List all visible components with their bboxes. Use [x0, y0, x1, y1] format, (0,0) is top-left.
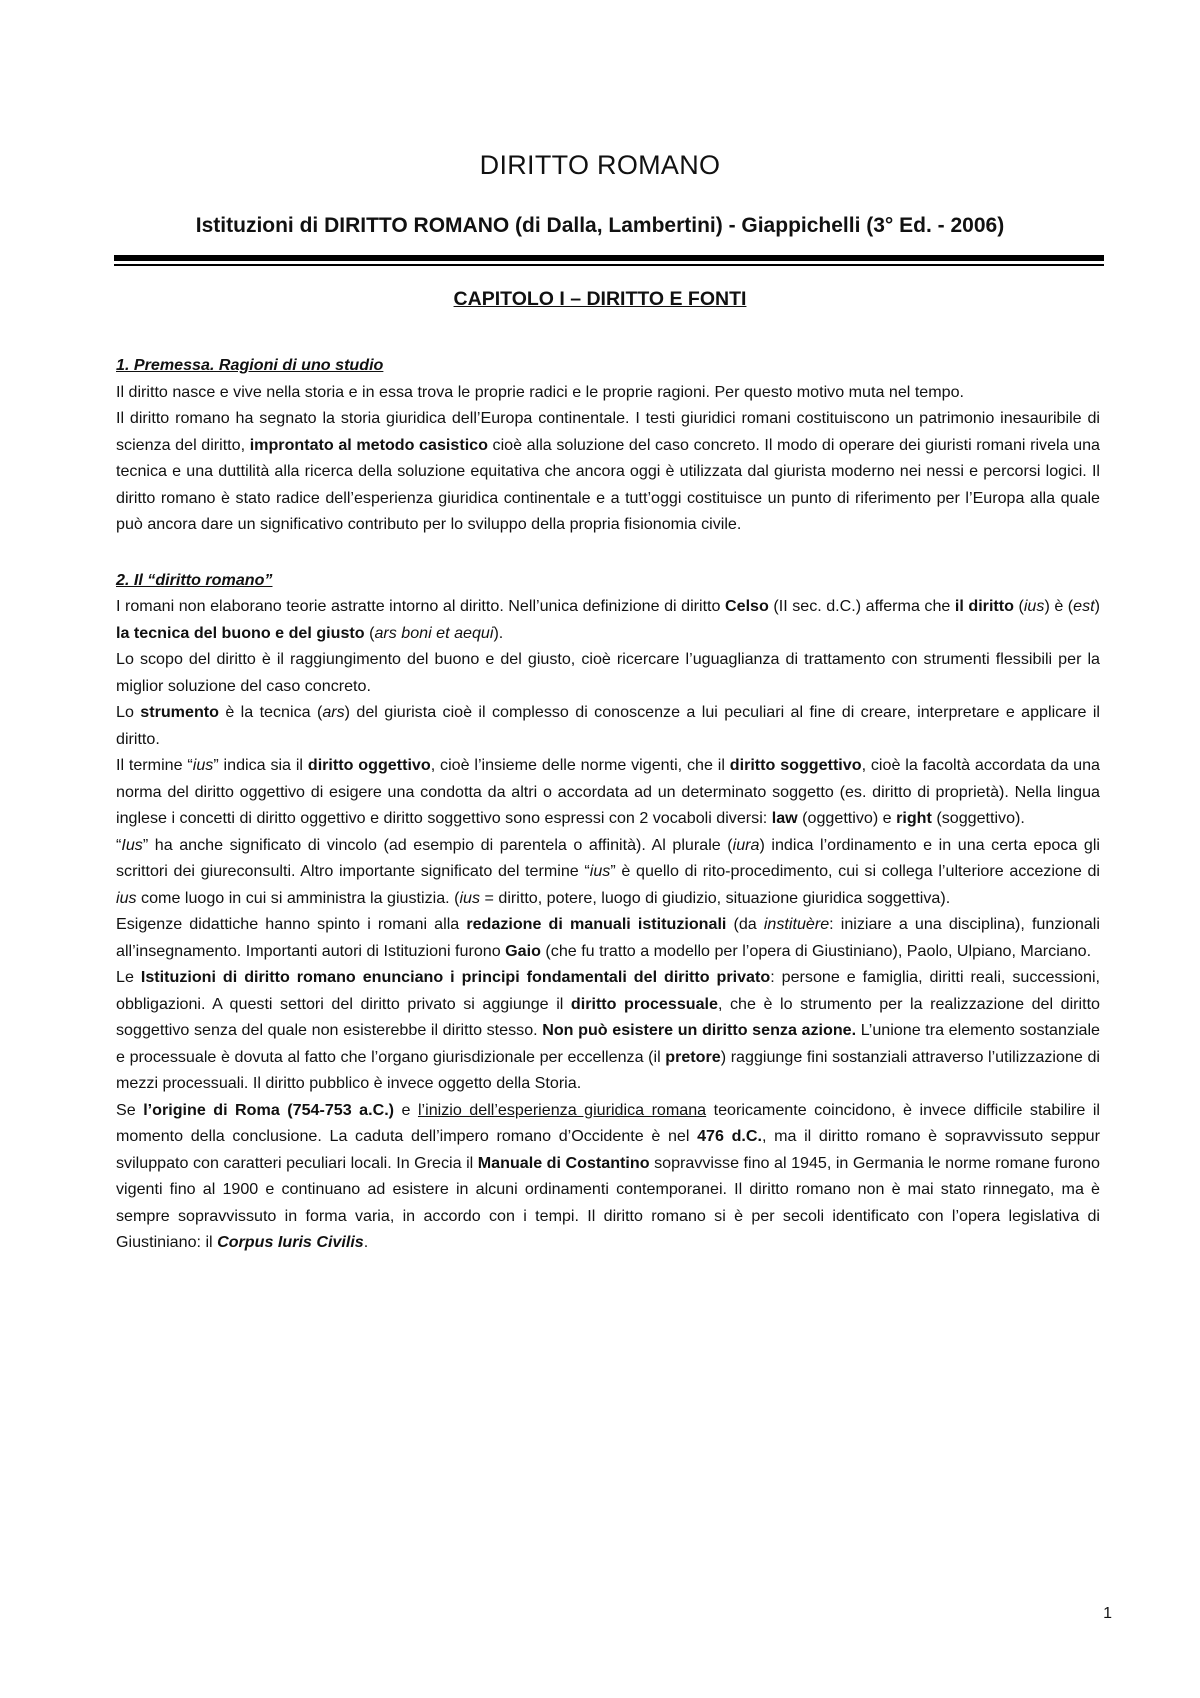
text-run: I romani non elaborano teorie astratte intorno al diritto. Nell’unica definizione di diritto: [116, 597, 726, 615]
bold-run: l’origine di Roma (754-753 a.C.): [143, 1100, 395, 1119]
text-run: (: [1013, 597, 1024, 615]
italic-run: ius: [1023, 597, 1045, 615]
bold-run: redazione di manuali istituzionali: [466, 915, 727, 933]
text-run: (da: [726, 915, 764, 933]
text-run: ” indica sia il: [213, 756, 308, 774]
bold-run: law: [771, 809, 798, 827]
section-2-heading-text: 2. Il “diritto romano”: [116, 570, 273, 589]
text-run: cioè alla soluzione del caso concreto. Il modo di operare dei giuristi romani rivela una tecnica e una duttilità alla ricerca della soluzione equitativa che ancora oggi è utilizzata dal giurista moderno nei nessi e percorsi logici. Il diritto romano è stato radice dell’esperienza giuridica continentale e a tutt’oggi costituisce un punto di riferimento per l’Europa alla quale può ancora dare un significativo contributo per lo sviluppo della propria fisionomia civile.: [116, 435, 1100, 533]
text-run: (: [364, 623, 375, 642]
text-run: ” ha anche significato di vincolo (ad esempio di parentela o affinità). Al plurale (: [142, 835, 733, 854]
italic-run: ius: [192, 756, 214, 774]
text-run: (II sec. d.C.) afferma che: [768, 597, 955, 615]
text-run: ): [1094, 597, 1100, 615]
text-run: Se: [116, 1100, 144, 1119]
text-run: , cioè l’insieme delle norme vigenti, che il: [430, 756, 730, 774]
text-run: Esigenze didattiche hanno spinto i romani alla: [116, 915, 467, 933]
italic-run: ius: [116, 888, 137, 907]
text-run: (soggettivo).: [931, 809, 1025, 827]
bold-run: pretore: [665, 1047, 721, 1066]
section-2-paragraph-8: [116, 1097, 1100, 1256]
section-spacer: [116, 538, 1100, 567]
text-run: : persone e famiglia, diritti reali, successioni, obbligazioni. A questi settori del diritto privato si aggiunge il: [116, 968, 1101, 1013]
bold-run: Non può esistere un diritto senza azione.: [542, 1021, 857, 1039]
italic-run: ars: [322, 703, 345, 721]
text-run: e: [394, 1100, 418, 1119]
text-run: .: [363, 1233, 369, 1251]
text-run: L’unione tra elemento sostanziale e processuale è dovuta al fatto che l’organo giurisdizionale per eccellenza (il: [116, 1021, 1101, 1066]
chapter-title: CAPITOLO I – DIRITTO E FONTI: [453, 288, 747, 310]
bold-run: il diritto: [954, 597, 1014, 615]
text-run: ) è (: [1044, 597, 1074, 615]
italic-run: iura: [732, 835, 760, 854]
underlined-run: l’inizio dell’esperienza giuridica romana: [417, 1100, 707, 1119]
section-2-paragraph-2: Lo scopo del diritto è il raggiungimento del buono e del giusto, cioè ricercare l’uguaglianza di trattamento con strumenti flessibili per la miglior soluzione del caso concreto.: [116, 650, 1100, 695]
text-run: , che è lo strumento per la realizzazione del diritto soggettivo senza del quale non esisterebbe il diritto stesso.: [116, 994, 1100, 1039]
section-2-paragraph-5: [116, 832, 1100, 912]
text-run: (che fu tratto a modello per l’opera di Giustiniano), Paolo, Ulpiano, Marciano.: [540, 941, 1092, 960]
document-title: DIRITTO ROMANO: [479, 150, 721, 180]
text-run: ) del giurista cioè il complesso di conoscenze a lui peculiari al fine di creare, interpretare e applicare il diritto.: [116, 703, 1100, 748]
section-1-paragraph-2: [116, 405, 1100, 538]
text-run: ) raggiunge fini sostanziali attraverso l’utilizzazione di mezzi processuali. Il diritto pubblico è invece oggetto della Storia.: [116, 1047, 1100, 1092]
text-run: ).: [493, 623, 504, 642]
text-run: : iniziare a una disciplina), funzionali all’insegnamento. Importanti autori di Istituzioni furono: [116, 915, 1100, 960]
text-run: ” è quello di rito-procedimento, cui si collega l’ulteriore accezione di: [610, 862, 1100, 880]
section-2-paragraph-6: [116, 911, 1100, 964]
bold-run: Manuale di Costantino: [477, 1153, 650, 1172]
page-number: 1: [1103, 1605, 1112, 1622]
italic-run: ars boni et aequi: [374, 623, 494, 642]
document-body: [116, 352, 1100, 1256]
text-run: sopravvisse fino al 1945, in Germania le norme romane furono vigenti fino al 1900 e continuano ad esistere in alcuni ordinamenti contemporanei. Il diritto romano non è mai stato rinnegato, ma è sempre sopravvissuto in forma varia, in accordo con i tempi. Il diritto romano si è per secoli identificato con l’opera legislativa di Giustiniano: il: [116, 1153, 1100, 1251]
italic-run: Ius: [121, 835, 143, 854]
text-run: è la tecnica (: [218, 703, 323, 721]
text-run: Il termine “: [116, 756, 193, 774]
text-run: , ma il diritto romano è sopravvissuto seppur sviluppato con caratteri peculiari locali. In Grecia il: [116, 1127, 1100, 1172]
section-2-paragraph-1: [116, 593, 1100, 646]
bold-run: la tecnica del buono e del giusto: [116, 623, 365, 642]
bold-run: Gaio: [505, 941, 541, 960]
header-rule-thick: [114, 255, 1104, 261]
italic-run: est: [1073, 597, 1095, 615]
text-run: (oggettivo) e: [797, 809, 897, 827]
text-run: “: [116, 835, 122, 854]
text-run: , cioè la facoltà accordata da una norma del diritto oggettivo di esigere una condotta da altri o accordata ad un determinato soggetto (es. diritto di proprietà). Nella lingua inglese i concetti di diritto oggettivo e diritto soggettivo sono espressi con 2 vocaboli diversi:: [116, 756, 1100, 827]
bold-run: 476 d.C.: [697, 1127, 762, 1145]
bold-run: Istituzioni di diritto romano enunciano i principi fondamentali del diritto privato: [140, 968, 771, 986]
section-2-paragraph-3: [116, 699, 1100, 752]
section-1-heading: [116, 352, 1100, 379]
header-rule-thin: [114, 264, 1104, 266]
bold-run: improntato al metodo casistico: [249, 435, 488, 454]
bold-run: diritto soggettivo: [729, 756, 862, 774]
bold-run: right: [896, 809, 932, 827]
text-run: come luogo in cui si amministra la giustizia. (: [136, 888, 460, 907]
italic-run: ius: [459, 888, 481, 907]
bold-run: diritto processuale: [570, 994, 718, 1013]
section-2-paragraph-4: [116, 752, 1100, 832]
bold-run: Celso: [725, 597, 769, 615]
bold-italic-run: Corpus Iuris Civilis: [217, 1233, 364, 1251]
bold-run: strumento: [140, 703, 219, 721]
section-1-heading-text: 1. Premessa. Ragioni di uno studio: [116, 356, 384, 374]
text-run: ) indica l’ordinamento e in una certa epoca gli scrittori dei giureconsulti. Altro importante significato del termine “: [116, 835, 1101, 880]
italic-run: ius: [589, 862, 611, 880]
text-run: teoricamente coincidono, è invece difficile stabilire il momento della conclusione. La caduta dell’impero romano d’Occidente è nel: [116, 1100, 1100, 1145]
text-run: Lo: [116, 703, 141, 721]
bold-run: diritto oggettivo: [307, 756, 431, 774]
text-run: Le: [116, 968, 141, 986]
text-run: Il diritto romano ha segnato la storia giuridica dell’Europa continentale. I testi giuridici romani costituiscono un patrimonio inesauribile di scienza del diritto,: [116, 409, 1100, 454]
section-2-paragraph-7: [116, 964, 1100, 1097]
text-run: = diritto, potere, luogo di giudizio, situazione giuridica soggettiva).: [480, 888, 951, 907]
italic-run: instituère: [763, 915, 830, 933]
section-1-paragraph-1: Il diritto nasce e vive nella storia e in essa trova le proprie radici e le proprie ragioni. Per questo motivo muta nel tempo.: [116, 382, 965, 401]
section-2-heading: [116, 567, 1100, 594]
document-subtitle: Istituzioni di DIRITTO ROMANO (di Dalla, Lambertini) - Giappichelli (3° Ed. - 2006): [195, 214, 1005, 237]
